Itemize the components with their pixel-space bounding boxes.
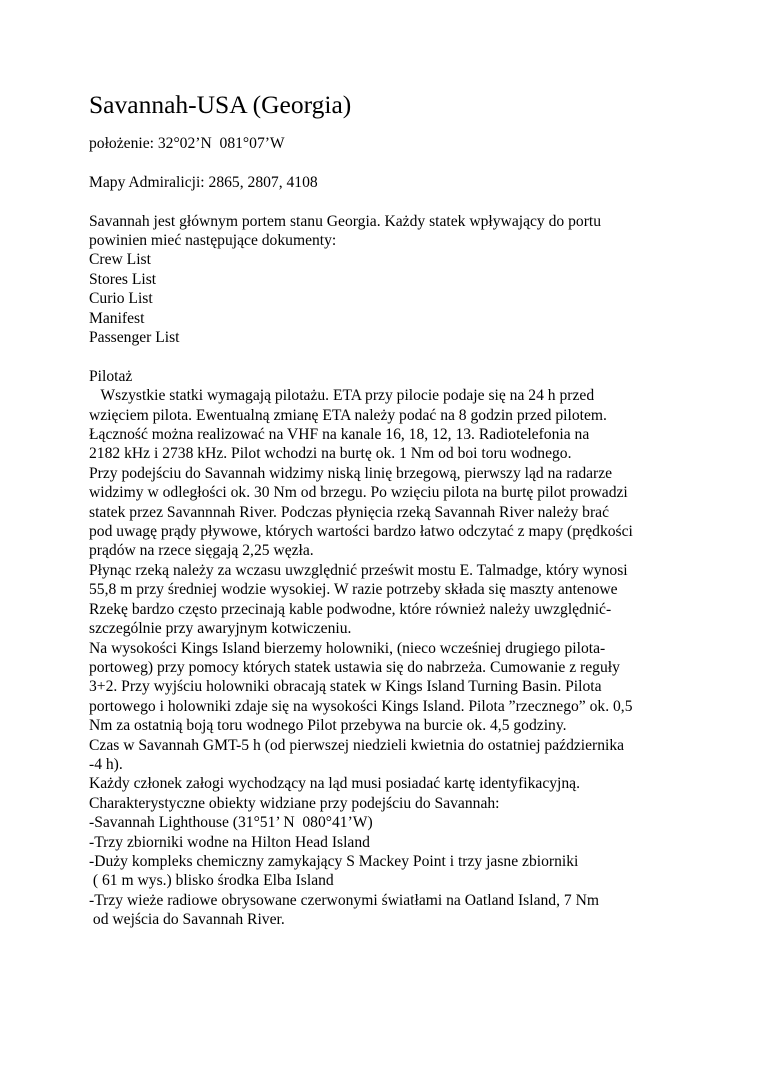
list-item: Passenger List [89, 329, 180, 347]
body-line: Przy podejściu do Savannah widzimy niską linię brzegową, pierwszy ląd na radarze [89, 464, 613, 482]
position-line: położenie: 32°02’N 081°07’W [89, 135, 285, 152]
spacer [89, 153, 739, 172]
list-item: Crew List [89, 251, 151, 269]
intro-paragraph [89, 212, 739, 251]
body-line: Czas w Savannah GMT-5 h (od pierwszej niedzieli kwietnia do ostatniej października [89, 736, 625, 754]
document-page [89, 90, 739, 930]
body-line: widzimy w odległości ok. 30 Nm od brzegu. Po wzięciu pilota na burtę pilot prowadzi [89, 484, 628, 502]
intro-line: Savannah jest głównym portem stanu Georgia. Każdy statek wpływający do portu [89, 212, 602, 230]
body-line: 55,8 m przy średniej wodzie wysokiej. W razie potrzeby składa się maszty antenowe [89, 581, 618, 599]
list-item: Curio List [89, 290, 153, 308]
body-line: -Trzy zbiorniki wodne na Hilton Head Island [89, 833, 370, 851]
body-line: od wejścia do Savannah River. [89, 911, 285, 929]
list-item: Manifest [89, 309, 145, 327]
body-line: -Duży kompleks chemiczny zamykający S Mackey Point i trzy jasne zbiorniki [89, 852, 579, 870]
spacer [89, 192, 739, 211]
body-line: Na wysokości Kings Island bierzemy holowniki, (nieco wcześniej drugiego pilota- [89, 639, 606, 657]
body-line: ( 61 m wys.) blisko środka Elba Island [89, 872, 334, 890]
body-line: Łączność można realizować na VHF na kanale 16, 18, 12, 13. Radiotelefonia na [89, 426, 590, 444]
body-line: Wszystkie statki wymagają pilotażu. ETA przy pilocie podaje się na 24 h przed [89, 387, 595, 405]
section-heading: Pilotaż [89, 367, 133, 385]
body-line: Rzekę bardzo często przecinają kable podwodne, które również należy uwzględnić- [89, 600, 612, 618]
intro-line: powinien mieć następujące dokumenty: [89, 232, 337, 249]
body-line: 3+2. Przy wyjściu holowniki obracają statek w Kings Island Turning Basin. Pilota [89, 678, 602, 696]
body-line: portowego i holowniki zdaje się na wysokości Kings Island. Pilota ”rzecznego” ok. 0,5 [89, 697, 633, 715]
charts-line: Mapy Admiralicji: 2865, 2807, 4108 [89, 173, 318, 191]
spacer [89, 347, 739, 366]
body-line: -Trzy wieże radiowe obrysowane czerwonymi światłami na Oatland Island, 7 Nm [89, 891, 599, 909]
body-line: statek przez Savannnah River. Podczas płynięcia rzeką Savannah River należy brać [89, 503, 610, 521]
page-title: Savannah-USA (Georgia) [89, 90, 352, 119]
body-line: Każdy członek załogi wychodzący na ląd musi posiadać kartę identyfikacyjną. [89, 775, 581, 793]
documents-list [89, 250, 739, 347]
body-line: Płynąc rzeką należy za wczasu uwzględnić prześwit mostu E. Talmadge, który wynosi [89, 561, 628, 579]
list-item: Stores List [89, 270, 157, 288]
pilotage-body [89, 386, 739, 929]
body-line: Nm za ostatnią boją toru wodnego Pilot przebywa na burcie ok. 4,5 godziny. [89, 717, 567, 735]
body-line: portoweg) przy pomocy których statek ustawia się do nabrzeża. Cumowanie z reguły [89, 658, 620, 676]
body-line: pod uwagę prądy pływowe, których wartości bardzo łatwo odczytać z mapy (prędkości [89, 523, 633, 541]
body-line: szczególnie przy awaryjnym kotwiczeniu. [89, 620, 352, 638]
body-line: 2182 kHz i 2738 kHz. Pilot wchodzi na burtę ok. 1 Nm od boi toru wodnego. [89, 445, 572, 463]
body-line: Charakterystyczne obiekty widziane przy podejściu do Savannah: [89, 794, 500, 812]
body-line: prądów na rzece sięgają 2,25 węzła. [89, 542, 314, 560]
body-line: wzięciem pilota. Ewentualną zmianę ETA należy podać na 8 godzin przed pilotem. [89, 406, 607, 424]
body-line: -4 h). [89, 755, 123, 773]
body-line: -Savannah Lighthouse (31°51’ N 080°41’W) [89, 814, 373, 832]
